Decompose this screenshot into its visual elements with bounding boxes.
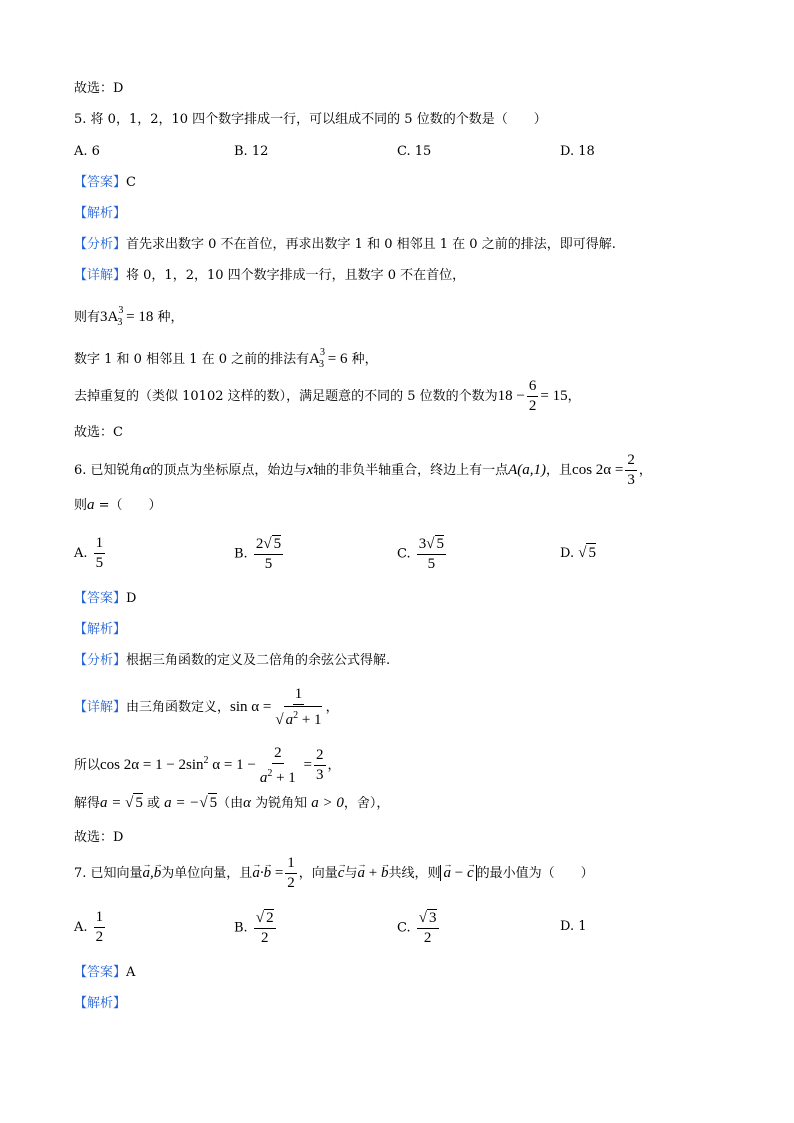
label: D. [560,546,575,561]
label: B. [234,920,248,936]
math: cos 2α = [572,462,624,478]
math-op: + [364,865,381,881]
denominator: 5 [264,556,273,572]
q6-option-a [74,535,107,572]
fenxi-label: 【分析】 [74,653,127,668]
text: 6. 已知锐角 [74,463,143,478]
label: A. [74,920,88,935]
sup: 2 [293,710,299,721]
math: α [142,462,151,478]
math: = 15 [540,388,568,404]
text: 种， [153,310,184,325]
q5-option-d: D. 18 [560,144,595,159]
numerator: 1 [94,535,106,554]
math: 18 − [497,388,525,404]
answer-label: 【答案】 [74,175,127,190]
text: 与 [344,866,358,881]
vector: → b [264,854,272,892]
sub: 3 [319,359,324,370]
fraction [254,909,276,947]
text: ， [325,700,339,715]
denominator: 3 [627,472,635,488]
q5-option-a: A. 6 [74,144,100,159]
q7-option-b [234,909,278,947]
numerator: 1 [293,686,305,705]
answer-label: 【答案】 [74,591,127,606]
text: 共线，则 [388,866,441,881]
math [199,795,217,811]
q7-stem [74,854,594,893]
q5-conclusion: 故选：C [74,425,123,440]
vector: → c [338,854,345,892]
radicand: 5 [273,536,282,552]
radicand: 5 [436,536,444,552]
vector: → a [252,854,260,892]
denominator [258,764,298,787]
vector: → b [381,854,389,892]
q6-option-c [397,535,448,573]
denominator: 2 [287,875,295,891]
q6-solution [74,793,389,813]
math-eq: = 6 [324,351,348,367]
text: 的最小值为（ ） [476,866,594,881]
text: ， [638,463,652,478]
text: 的顶点为坐标原点，始边与 [150,463,307,478]
text: 则 [74,498,88,513]
text: ， [327,758,341,773]
q7-answer [74,964,135,982]
numerator [254,909,276,929]
q5-jiexi-label: 【解析】 [74,206,127,221]
math [125,795,143,811]
denominator: 3 [316,767,324,783]
q6-option-b [234,535,285,573]
radical: √ [199,795,208,811]
fenxi-text: 首先求出数字 0 不在首位，再求出数字 1 和 0 相邻且 1 在 0 之前的排法，即可得解. [126,237,616,252]
vector: → c [467,854,474,892]
sup: 3 [118,305,124,316]
coef: 3 [418,536,427,552]
fraction [273,686,323,729]
vector: → a [357,854,365,892]
q6-xiangjie [74,686,339,729]
text: 则有 [74,310,101,325]
numerator [254,535,283,555]
xiangjie-label: 【详解】 [74,268,127,283]
text: ，向量 [298,866,338,881]
math: a [87,497,95,513]
math-a: cos 2α = 1 − 2sin [100,757,204,773]
text: 数字 1 和 0 相邻且 1 在 0 之前的排法有 [74,352,310,367]
xiangjie-text: 将 0，1，2，10 四个数字排成一行，且数字 0 不在首位， [126,268,466,283]
q5-line-count [74,304,183,332]
q7-option-d: D. 1 [560,919,587,934]
math-eq: = 18 [122,309,154,325]
denominator: 2 [260,930,269,946]
q6-answer [74,590,136,608]
q5-fenxi [74,236,616,254]
math [440,865,476,881]
fenxi-text: 根据三角函数的定义及二倍角的余弦公式得解. [126,653,391,668]
coef: 2 [255,536,264,552]
q7-option-c [397,909,441,947]
text: 或 [142,796,165,811]
answer-value: D [126,591,137,606]
label: C. [397,920,411,936]
fraction [417,535,446,573]
vector: → b [154,854,162,892]
math: x [306,462,314,478]
fraction [625,452,637,489]
math [357,865,388,881]
q7-jiexi-label: 【解析】 [74,996,127,1011]
math [338,865,345,881]
math [578,545,596,561]
answer-label: 【答案】 [74,965,127,980]
radicand: 3 [429,910,437,926]
radical: √ [255,910,265,926]
radicand [284,706,322,729]
fraction [254,535,283,573]
denominator: 2 [423,930,432,946]
math-eq: = [271,865,284,881]
sup: 2 [203,755,209,766]
q6-stem [74,452,652,489]
fenxi-label: 【分析】 [74,237,127,252]
fraction [94,535,106,572]
radical: √ [263,536,272,552]
var: a [285,712,294,728]
math: = [299,757,313,773]
numerator [417,909,439,929]
radicand: 5 [209,795,218,811]
fraction [417,909,439,947]
text: 由三角函数定义， [126,700,231,715]
numerator: 2 [625,452,637,471]
sup: 2 [267,767,273,779]
label: C. [397,546,411,562]
sub: 3 [117,317,123,328]
denominator: 2 [528,398,537,414]
math [100,757,256,773]
text: 为锐角知 [251,796,312,811]
math: sin α = [230,699,272,715]
label: A. [74,546,88,561]
q6-derivation [74,741,341,787]
answer-value: A [126,965,136,980]
q6-jiexi-label: 【解析】 [74,622,127,637]
denominator: 2 [95,929,104,945]
numerator: 2 [272,745,284,764]
radicand: 5 [135,795,143,811]
answer-choice-prev: 故选：D [74,81,124,96]
q5-option-b: B. 12 [234,144,269,159]
text: ， [567,389,581,404]
xiangjie-label: 【详解】 [74,700,127,715]
fraction [258,745,298,787]
math-a: 3A [100,309,119,325]
text: 去掉重复的（类似 10102 这样的数），满足题意的不同的 5 位数的个数为 [74,389,498,404]
math-a: A [309,351,320,367]
denominator [273,705,323,729]
text: 7. 已知向量 [74,866,143,881]
answer-value: C [126,175,136,190]
fraction [285,855,297,892]
numerator: 2 [314,747,326,766]
math-b: α = 1 − [208,757,256,773]
numerator: 6 [527,378,539,397]
q5-xiangjie [74,267,465,285]
math-op: − [450,865,467,881]
math: A(a,1) [508,462,547,478]
q6-conclusion: 故选：D [74,830,124,845]
q5-stem: 5. 将 0，1，2，10 四个数字排成一行，可以组成不同的 5 位数的个数是（ ） [74,112,547,127]
sup: 3 [320,347,325,358]
tail: + 1 [272,769,296,786]
math: a > 0 [311,795,344,811]
radical: √ [418,910,427,926]
q5-option-c: C. 15 [397,144,432,159]
math: → a·→ b = [252,865,283,881]
radical: √ [125,795,134,811]
math [309,347,348,370]
radicand: 5 [588,545,596,561]
text: 为单位向量，且 [161,866,253,881]
math [100,305,154,328]
math: α [243,795,252,811]
vector: → a [443,854,451,892]
radical: √ [578,545,587,561]
q5-line-adjacent [74,346,378,374]
label: B. [234,546,248,562]
q6-stem-line2 [74,496,162,515]
text: 种， [347,352,378,367]
text: 解得 [74,796,101,811]
math: a = − [164,795,200,811]
q7-option-a [74,909,107,946]
numerator: 1 [285,855,297,874]
fraction [314,747,326,784]
radical: √ [426,536,435,552]
denominator: 5 [95,555,104,571]
fraction [94,909,106,946]
radicand: 2 [266,910,274,926]
math: → a,→ b [143,865,162,881]
fraction [527,378,539,415]
numerator: 1 [94,909,106,928]
denominator: 5 [427,556,436,572]
radical: √ [275,712,284,728]
text: =（ ） [94,498,162,513]
q5-answer [74,174,136,192]
text: ，舍）， [343,796,390,811]
text: 所以 [74,758,101,773]
q6-option-d [560,543,596,563]
text: 轴的非负半轴重合，终边上有一点 [313,463,509,478]
text: （由 [217,796,244,811]
var: a [259,769,268,786]
tail: + 1 [298,712,322,728]
text: ，且 [546,463,573,478]
math: a = [100,795,126,811]
q5-line-result [74,378,581,415]
q6-fenxi [74,652,390,670]
vector: → a [143,854,151,892]
numerator [417,535,446,555]
